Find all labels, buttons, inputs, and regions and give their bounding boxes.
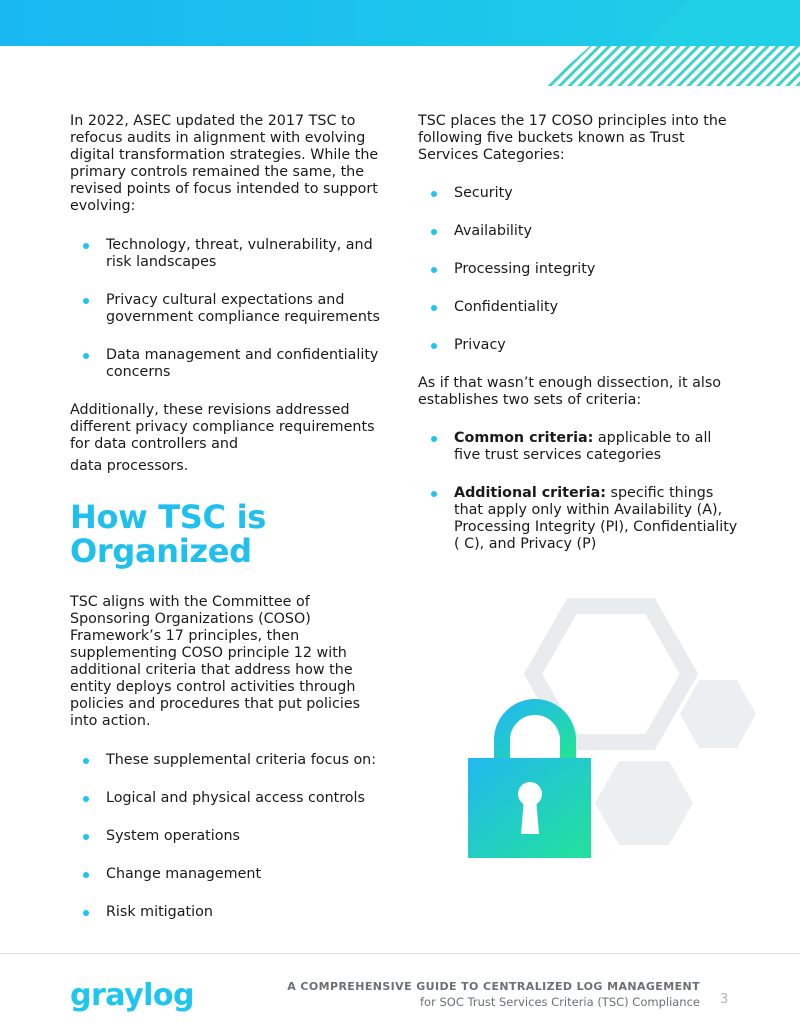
bullet-icon (83, 872, 89, 878)
additional-paragraph: Additionally, these revisions addressed different privacy compliance requirements for data controllers and data processors. (70, 402, 375, 474)
categories-list (418, 185, 738, 354)
list-item: Privacy (418, 337, 738, 354)
page-number: 3 (720, 992, 729, 1007)
list-item: Technology, threat, vulnerability, and risk landscapes (70, 237, 390, 271)
list-item: Change management (70, 866, 390, 883)
list-item: These supplemental criteria focus on: (70, 752, 390, 769)
hexagon-small-icon (680, 680, 756, 748)
bullet-icon (431, 343, 437, 349)
bullet-icon (431, 191, 437, 197)
evolving-list (70, 237, 390, 381)
bullet-icon (431, 436, 437, 442)
graylog-logo: graylog (70, 978, 195, 1013)
lock-illustration (455, 598, 765, 868)
list-item: Security (418, 185, 738, 202)
bullet-icon (431, 305, 437, 311)
list-item: Common criteria: applicable to all five trust services categories (418, 430, 738, 464)
list-item: System operations (70, 828, 390, 845)
list-item: Risk mitigation (70, 904, 390, 921)
tsc-paragraph: TSC aligns with the Committee of Sponsoring Organizations (COSO) Framework’s 17 principles, then supplementing COSO principle 12 with additional criteria that address how the entity deploys control activities through policies and procedures that put policies into action. (70, 594, 361, 729)
bullet-icon (83, 243, 89, 249)
list-item: Data management and confidentiality concerns (70, 347, 390, 381)
bullet-icon (83, 298, 89, 304)
focus-list (70, 752, 390, 921)
section-heading: How TSC is Organized (70, 498, 266, 570)
header-banner (0, 0, 800, 86)
bullet-icon (83, 910, 89, 916)
hexagon-medium-icon (595, 761, 693, 845)
list-item: Availability (418, 223, 738, 240)
bullet-icon (431, 491, 437, 497)
list-item: Privacy cultural expectations and government compliance requirements (70, 292, 390, 326)
left-column (70, 110, 390, 921)
categories-intro: TSC places the 17 COSO principles into the following five buckets known as Trust Services Categories: (418, 113, 727, 163)
footer-divider (0, 953, 800, 954)
list-item: Additional criteria: specific things that apply only within Availability (A), Processing Integrity (PI), Confidentiality ( C), and Privacy (P) (418, 485, 738, 553)
bullet-icon (83, 834, 89, 840)
bullet-icon (83, 796, 89, 802)
bullet-icon (431, 267, 437, 273)
bullet-icon (431, 229, 437, 235)
criteria-list (418, 430, 738, 553)
list-item: Processing integrity (418, 261, 738, 278)
bullet-icon (83, 353, 89, 359)
intro-paragraph: In 2022, ASEC updated the 2017 TSC to refocus audits in alignment with evolving digital transformation strategies. While the primary controls remained the same, the revised points of focus intended to support evolving: (70, 113, 379, 214)
right-column (418, 110, 738, 553)
footer-subtitle: for SOC Trust Services Criteria (TSC) Compliance (420, 995, 700, 1009)
bullet-icon (83, 758, 89, 764)
footer-title: A COMPREHENSIVE GUIDE TO CENTRALIZED LOG MANAGEMENT (287, 980, 700, 993)
list-item: Confidentiality (418, 299, 738, 316)
dissection-paragraph: As if that wasn’t enough dissection, it also establishes two sets of criteria: (418, 375, 722, 408)
list-item: Logical and physical access controls (70, 790, 390, 807)
